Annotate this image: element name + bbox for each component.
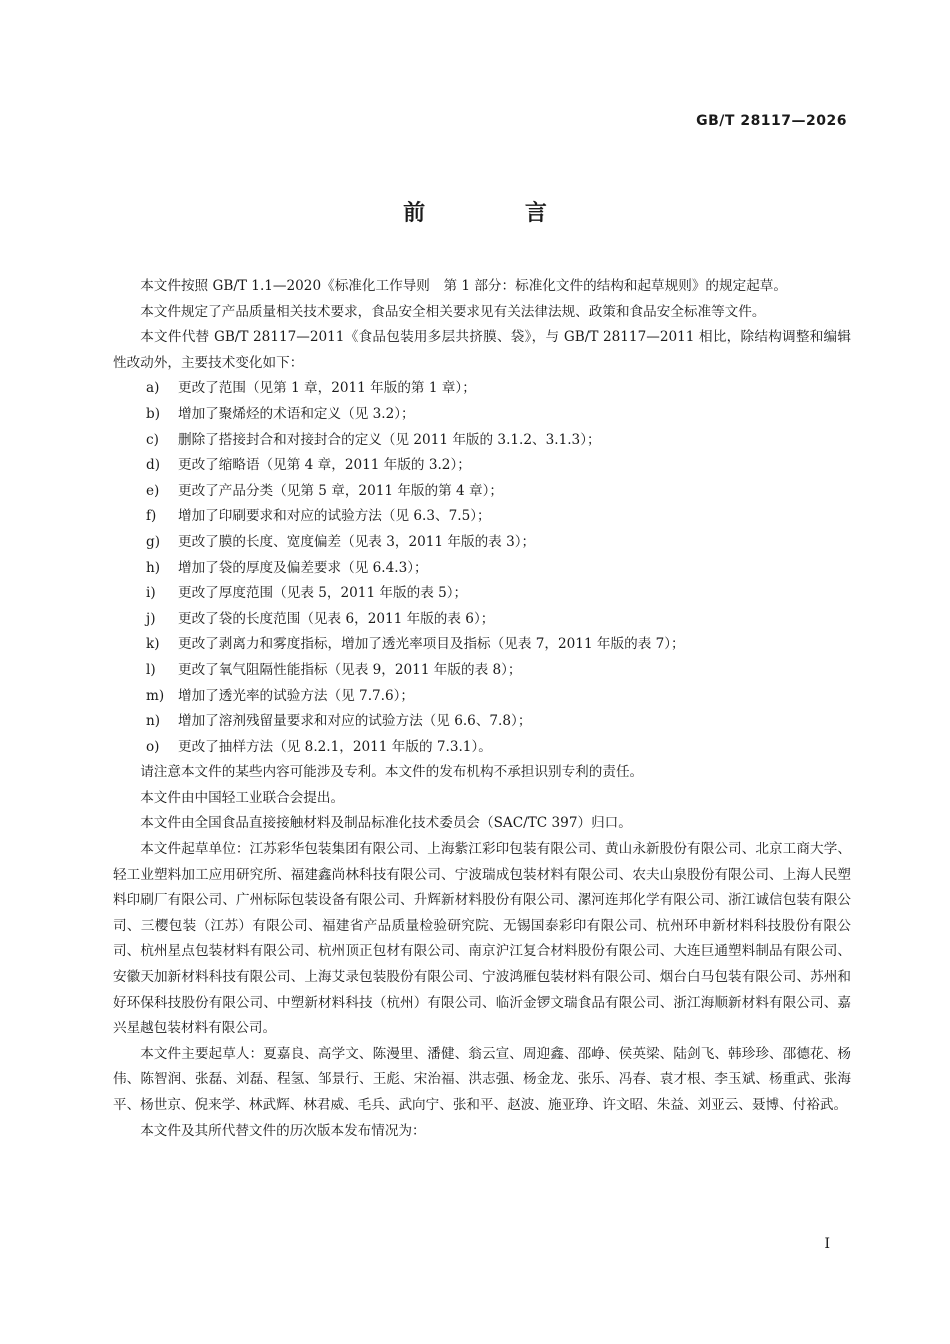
change-item bbox=[113, 607, 851, 633]
change-text: 增加了聚烯烃的术语和定义（见 3.2）； bbox=[178, 405, 415, 422]
technical-changes-list bbox=[113, 376, 851, 760]
change-text: 更改了产品分类（见第 5 章，2011 年版的第 4 章）； bbox=[178, 482, 503, 499]
change-text: 更改了抽样方法（见 8.2.1，2011 年版的 7.3.1）。 bbox=[178, 738, 492, 755]
change-text: 增加了袋的厚度及偏差要求（见 6.4.3）； bbox=[178, 559, 428, 576]
change-text: 更改了范围（见第 1 章，2011 年版的第 1 章）； bbox=[178, 380, 476, 397]
change-marker: d) bbox=[146, 457, 161, 474]
change-item bbox=[113, 504, 851, 530]
change-marker: g) bbox=[146, 533, 161, 550]
change-item bbox=[113, 453, 851, 479]
change-item bbox=[113, 402, 851, 428]
change-marker: a) bbox=[146, 380, 160, 397]
patent-notice: 请注意本文件的某些内容可能涉及专利。本文件的发布机构不承担识别专利的责任。 bbox=[140, 764, 644, 781]
change-item bbox=[113, 581, 851, 607]
standard-code: GB/T 28117—2026 bbox=[696, 113, 847, 129]
change-marker: e) bbox=[146, 482, 160, 499]
change-marker: f) bbox=[146, 508, 157, 525]
change-marker: i) bbox=[146, 585, 156, 602]
change-item bbox=[113, 479, 851, 505]
change-text: 更改了氧气阻隔性能指标（见表 9，2011 年版的表 8）； bbox=[178, 661, 522, 678]
proposer-statement: 本文件由中国轻工业联合会提出。 bbox=[140, 789, 345, 806]
change-marker: h) bbox=[146, 559, 161, 576]
foreword-title: 前 言 bbox=[403, 201, 593, 226]
change-item bbox=[113, 684, 851, 710]
change-text: 更改了缩略语（见第 4 章，2011 年版的 3.2）； bbox=[178, 457, 471, 474]
drafting-organizations: 本文件起草单位：江苏彩华包装集团有限公司、上海紫江彩印包装有限公司、黄山永新股份有限公司、北京工商大学、轻工业塑料加工应用研究所、福建鑫尚林科技有限公司、宁波瑞成包装材料有限公司、农夫山泉股份有限公司、上海人民塑料印刷厂有限公司、广州标际包装设备有限公司、升辉新材料股份有限公司、漯河连邦化学有限公司、浙江诚信包装有限公司、三樱包装（江苏）有限公司、福建省产品质量检验研究院、无锡国泰彩印有限公司、杭州环申新材料科技股份有限公司、杭州星点包装材料有限公司、杭州顶正包材有限公司、南京沪江复合材料股份有限公司、大连巨通塑料制品有限公司、安徽天加新材料科技有限公司、上海艾录包装股份有限公司、宁波鸿雁包装材料有限公司、烟台白马包装有限公司、苏州和好环保科技股份有限公司、中塑新材料科技（杭州）有限公司、临沂金锣文瑞食品有限公司、浙江海顺新材料有限公司、嘉兴星越包装材料有限公司。 bbox=[113, 841, 851, 1037]
change-text: 更改了剥离力和雾度指标，增加了透光率项目及指标（见表 7，2011 年版的表 7）； bbox=[178, 636, 685, 653]
change-marker: m) bbox=[146, 687, 165, 704]
change-item bbox=[113, 709, 851, 735]
change-marker: b) bbox=[146, 405, 161, 422]
change-item bbox=[113, 376, 851, 402]
change-text: 增加了透光率的试验方法（见 7.7.6）； bbox=[178, 687, 415, 704]
page-number: I bbox=[824, 1236, 830, 1252]
version-history-intro: 本文件及其所代替文件的历次版本发布情况为： bbox=[140, 1122, 426, 1139]
change-item bbox=[113, 658, 851, 684]
administrator-statement: 本文件由全国食品直接接触材料及制品标准化技术委员会（SAC/TC 397）归口。 bbox=[140, 815, 632, 832]
intro-paragraph: 本文件按照 GB/T 1.1—2020《标准化工作导则 第 1 部分：标准化文件的结构和起草规则》的规定起草。 bbox=[140, 278, 787, 294]
intro-paragraph: 本文件规定了产品质量相关技术要求，食品安全相关要求见有关法律法规、政策和食品安全标准等文件。 bbox=[140, 303, 766, 320]
change-text: 更改了厚度范围（见表 5，2011 年版的表 5）； bbox=[178, 585, 468, 602]
change-text: 更改了膜的长度、宽度偏差（见表 3，2011 年版的表 3）； bbox=[178, 533, 536, 550]
change-marker: o) bbox=[146, 738, 160, 755]
change-marker: j) bbox=[146, 610, 156, 627]
change-text: 增加了印刷要求和对应的试验方法（见 6.3、7.5）； bbox=[178, 508, 491, 525]
change-item bbox=[113, 632, 851, 658]
change-item bbox=[113, 556, 851, 582]
change-text: 更改了袋的长度范围（见表 6，2011 年版的表 6）； bbox=[178, 610, 495, 627]
change-text: 删除了搭接封合和对接封合的定义（见 2011 年版的 3.1.2、3.1.3）； bbox=[178, 431, 601, 448]
main-drafters: 本文件主要起草人：夏嘉良、高学文、陈漫里、潘健、翁云宣、周迎鑫、邵峥、侯英梁、陆剑飞、韩珍珍、邵德花、杨伟、陈智润、张磊、刘磊、程氢、邹景行、王彪、宋治福、洪志强、杨金龙、张乐、冯春、袁才根、李玉斌、杨重武、张海平、杨世京、倪来学、林武辉、林君威、毛兵、武向宁、张和平、赵波、施亚琤、许文昭、朱益、刘亚云、聂博、付裕武。 bbox=[113, 1045, 851, 1113]
change-item bbox=[113, 530, 851, 556]
change-marker: l) bbox=[146, 661, 156, 678]
change-marker: k) bbox=[146, 636, 160, 653]
intro-paragraph: 本文件代替 GB/T 28117—2011《食品包装用多层共挤膜、袋》，与 GB/T 28117—2011 相比，除结构调整和编辑性改动外，主要技术变化如下： bbox=[113, 329, 851, 371]
change-item bbox=[113, 428, 851, 454]
change-marker: c) bbox=[146, 431, 159, 448]
change-marker: n) bbox=[146, 713, 161, 730]
change-item bbox=[113, 735, 851, 761]
foreword-body bbox=[113, 274, 851, 1144]
change-text: 增加了溶剂残留量要求和对应的试验方法（见 6.6、7.8）； bbox=[178, 713, 532, 730]
